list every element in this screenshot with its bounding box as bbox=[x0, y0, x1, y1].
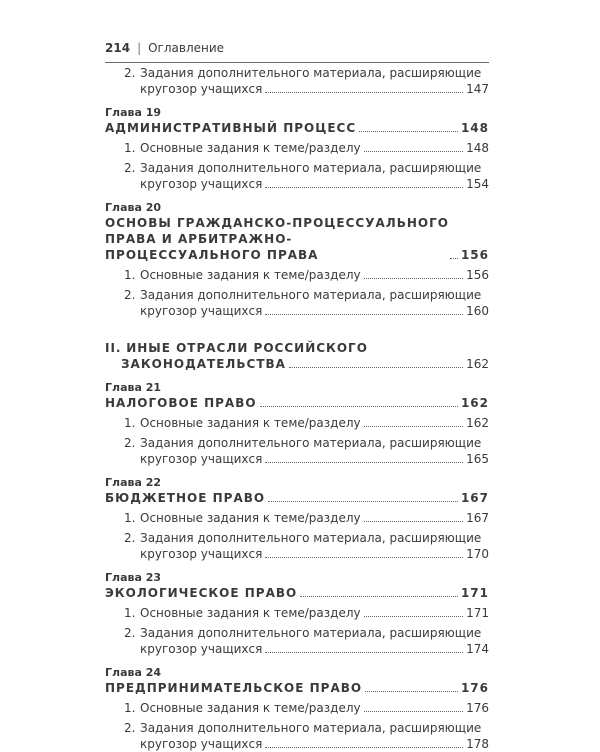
section-ii[interactable] bbox=[105, 340, 489, 372]
item-page: 170 bbox=[466, 547, 489, 561]
chapter-19 bbox=[105, 105, 489, 192]
chapter-title: ПРЕДПРИНИМАТЕЛЬСКОЕ ПРАВО bbox=[105, 681, 363, 695]
page-number: 214 bbox=[105, 41, 131, 55]
table-of-contents bbox=[105, 65, 489, 752]
toc-item[interactable] bbox=[124, 435, 489, 467]
item-page: 165 bbox=[466, 452, 489, 466]
chapter-page: 176 bbox=[460, 681, 489, 695]
item-text: Задания дополнительного материала, расширяющие bbox=[140, 66, 482, 80]
toc-item[interactable] bbox=[124, 267, 489, 283]
dot-leader bbox=[450, 257, 458, 259]
chapter-page: 162 bbox=[460, 396, 489, 410]
item-number: 1. bbox=[124, 511, 136, 525]
toc-item[interactable] bbox=[124, 65, 489, 97]
chapter-title-link[interactable] bbox=[105, 231, 489, 263]
item-page: 178 bbox=[466, 737, 489, 751]
toc-item[interactable] bbox=[124, 625, 489, 657]
item-page: 176 bbox=[466, 701, 489, 715]
dot-leader bbox=[265, 91, 463, 93]
dot-leader bbox=[364, 277, 463, 279]
item-number: 2. bbox=[124, 161, 136, 175]
running-header bbox=[105, 40, 489, 63]
chapter-title: АДМИНИСТРАТИВНЫЙ ПРОЦЕСС bbox=[105, 121, 357, 135]
item-page: 171 bbox=[466, 606, 489, 620]
item-text: Основные задания к теме/разделу bbox=[140, 511, 361, 525]
toc-item[interactable] bbox=[124, 287, 489, 319]
chapter-page: 171 bbox=[460, 586, 489, 600]
dot-leader bbox=[364, 150, 463, 152]
item-text-cont: кругозор учащихся bbox=[140, 82, 263, 96]
dot-leader bbox=[265, 461, 463, 463]
chapter-20 bbox=[105, 200, 489, 319]
running-title: Оглавление bbox=[148, 41, 225, 55]
item-page: 174 bbox=[466, 642, 489, 656]
dot-leader bbox=[289, 366, 463, 368]
item-number: 2. bbox=[124, 436, 136, 450]
item-text: Задания дополнительного материала, расширяющие bbox=[140, 531, 482, 545]
item-text: Задания дополнительного материала, расширяющие bbox=[140, 288, 482, 302]
item-page: 167 bbox=[466, 511, 489, 525]
item-page: 147 bbox=[466, 82, 489, 96]
dot-leader bbox=[364, 615, 463, 617]
chapter-label: Глава 22 bbox=[105, 476, 162, 489]
toc-item[interactable] bbox=[124, 160, 489, 192]
item-text-cont: кругозор учащихся bbox=[140, 642, 263, 656]
item-text-cont: кругозор учащихся bbox=[140, 304, 263, 318]
dot-leader bbox=[265, 556, 463, 558]
chapter-title: БЮДЖЕТНОЕ ПРАВО bbox=[105, 491, 266, 505]
item-page: 154 bbox=[466, 177, 489, 191]
dot-leader bbox=[359, 130, 458, 132]
chapter-21 bbox=[105, 380, 489, 467]
chapter-label: Глава 24 bbox=[105, 666, 162, 679]
section-title-cont: ЗАКОНОДАТЕЛЬСТВА bbox=[121, 357, 286, 371]
dot-leader bbox=[300, 595, 458, 597]
toc-item[interactable] bbox=[124, 415, 489, 431]
header-separator: | bbox=[137, 41, 142, 55]
item-text: Задания дополнительного материала, расширяющие bbox=[140, 161, 482, 175]
dot-leader bbox=[364, 710, 463, 712]
chapter-label: Глава 21 bbox=[105, 381, 162, 394]
item-text: Основные задания к теме/разделу bbox=[140, 141, 361, 155]
dot-leader bbox=[265, 651, 463, 653]
chapter-title: НАЛОГОВОЕ ПРАВО bbox=[105, 396, 257, 410]
item-page: 148 bbox=[466, 141, 489, 155]
dot-leader bbox=[365, 690, 458, 692]
chapter-title: ЭКОЛОГИЧЕСКОЕ ПРАВО bbox=[105, 586, 298, 600]
section-page: 162 bbox=[466, 357, 489, 371]
toc-item[interactable] bbox=[124, 605, 489, 621]
chapter-title-link[interactable] bbox=[105, 680, 489, 696]
chapter-24 bbox=[105, 665, 489, 752]
item-text: Задания дополнительного материала, расширяющие bbox=[140, 436, 482, 450]
item-text-cont: кругозор учащихся bbox=[140, 177, 263, 191]
item-number: 2. bbox=[124, 288, 136, 302]
chapter-title[interactable]: ОСНОВЫ ГРАЖДАНСКО-ПРОЦЕССУАЛЬНОГО bbox=[105, 216, 449, 230]
toc-item[interactable] bbox=[124, 700, 489, 716]
item-text: Основные задания к теме/разделу bbox=[140, 268, 361, 282]
item-page: 156 bbox=[466, 268, 489, 282]
chapter-title-cont: ПРАВА И АРБИТРАЖНО-ПРОЦЕССУАЛЬНОГО ПРАВА bbox=[105, 232, 319, 262]
item-text-cont: кругозор учащихся bbox=[140, 547, 263, 561]
item-number: 1. bbox=[124, 416, 136, 430]
chapter-page: 148 bbox=[460, 121, 489, 135]
item-text: Основные задания к теме/разделу bbox=[140, 416, 361, 430]
item-number: 2. bbox=[124, 531, 136, 545]
item-number: 2. bbox=[124, 66, 136, 80]
chapter-page: 167 bbox=[460, 491, 489, 505]
chapter-label: Глава 19 bbox=[105, 106, 162, 119]
item-number: 2. bbox=[124, 721, 136, 735]
chapter-title-link[interactable] bbox=[105, 585, 489, 601]
item-number: 1. bbox=[124, 268, 136, 282]
dot-leader bbox=[268, 500, 458, 502]
item-text-cont: кругозор учащихся bbox=[140, 452, 263, 466]
item-text: Основные задания к теме/разделу bbox=[140, 701, 361, 715]
chapter-22 bbox=[105, 475, 489, 562]
chapter-title-link[interactable] bbox=[105, 395, 489, 411]
chapter-label: Глава 23 bbox=[105, 571, 162, 584]
chapter-title-link[interactable] bbox=[105, 490, 489, 506]
item-page: 162 bbox=[466, 416, 489, 430]
item-text-cont: кругозор учащихся bbox=[140, 737, 263, 751]
chapter-label: Глава 20 bbox=[105, 201, 162, 214]
section-title: ИНЫЕ ОТРАСЛИ РОССИЙСКОГО bbox=[126, 341, 368, 355]
toc-item[interactable] bbox=[124, 720, 489, 752]
item-number: 2. bbox=[124, 626, 136, 640]
toc-item[interactable] bbox=[124, 140, 489, 156]
item-text: Задания дополнительного материала, расширяющие bbox=[140, 721, 482, 735]
dot-leader bbox=[265, 313, 463, 315]
chapter-page: 156 bbox=[460, 248, 489, 262]
item-number: 1. bbox=[124, 701, 136, 715]
chapter-title-link[interactable] bbox=[105, 120, 489, 136]
dot-leader bbox=[364, 520, 463, 522]
item-page: 160 bbox=[466, 304, 489, 318]
dot-leader bbox=[265, 186, 463, 188]
item-number: 1. bbox=[124, 606, 136, 620]
toc-item[interactable] bbox=[124, 510, 489, 526]
section-number: II. bbox=[105, 341, 122, 355]
toc-item[interactable] bbox=[124, 530, 489, 562]
chapter-23 bbox=[105, 570, 489, 657]
dot-leader bbox=[260, 405, 458, 407]
item-text: Основные задания к теме/разделу bbox=[140, 606, 361, 620]
dot-leader bbox=[265, 746, 463, 748]
dot-leader bbox=[364, 425, 463, 427]
item-text: Задания дополнительного материала, расширяющие bbox=[140, 626, 482, 640]
item-number: 1. bbox=[124, 141, 136, 155]
